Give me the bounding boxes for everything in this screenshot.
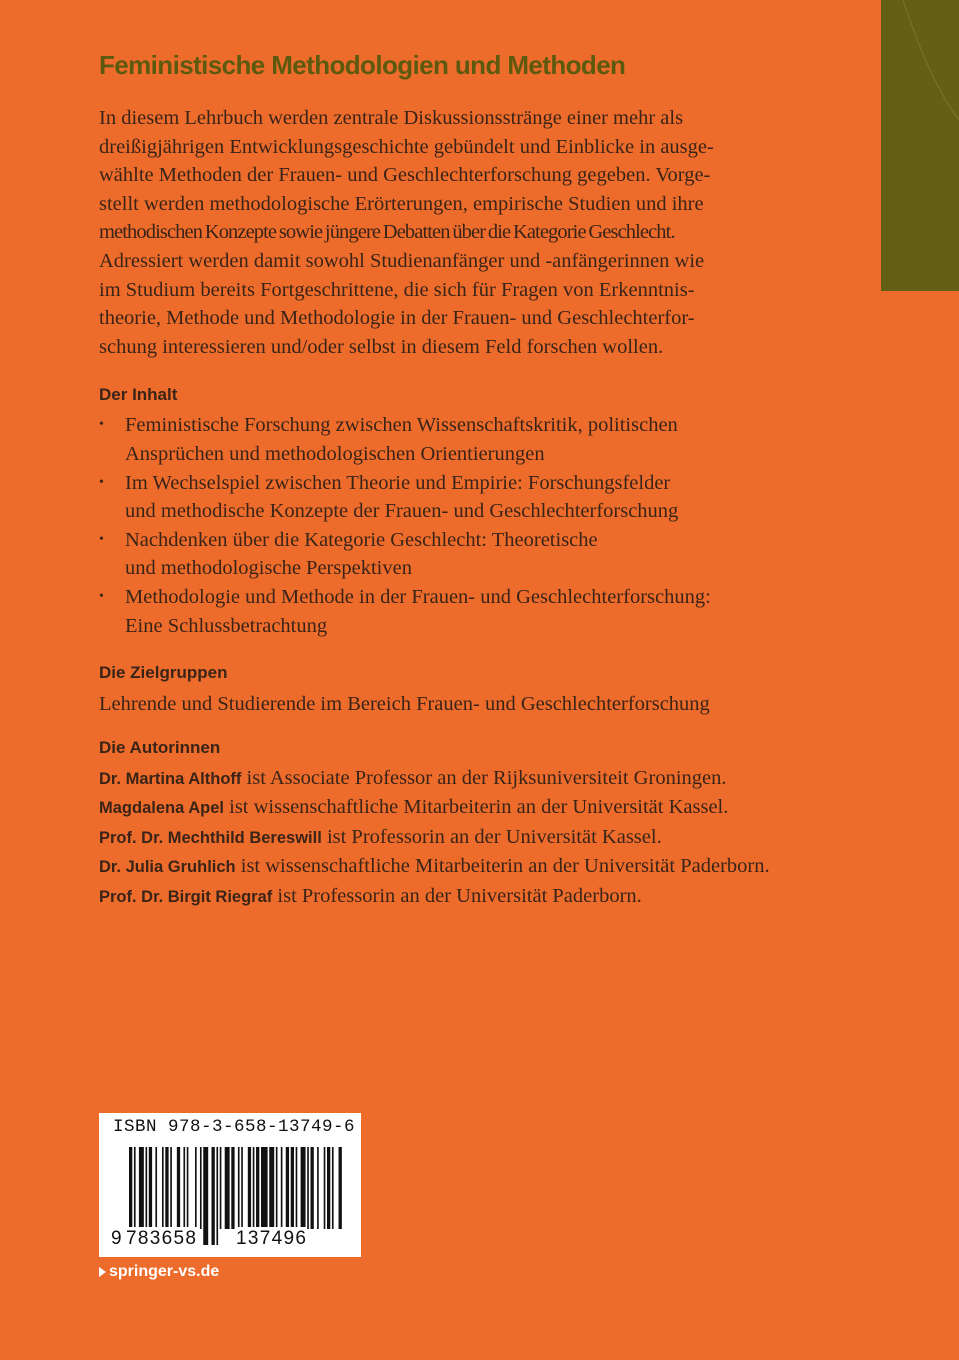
barcode-bar	[216, 1147, 218, 1245]
barcode-bar	[220, 1147, 222, 1229]
author-description: ist wissenschaftliche Mitarbeiterin an der Universität Kassel.	[224, 796, 729, 819]
author-name: Dr. Martina Althoff	[99, 769, 242, 788]
bullet-icon: •	[99, 417, 104, 433]
barcode-bar	[212, 1147, 215, 1245]
isbn-label: ISBN 978-3-658-13749-6	[113, 1117, 356, 1137]
authors-heading: Die Autorinnen	[99, 737, 221, 757]
barcode-bar	[155, 1147, 157, 1229]
bullet-icon: •	[99, 588, 104, 604]
isbn-digits-right: 137496	[236, 1228, 308, 1249]
author-description: ist Associate Professor an der Rijksuniversiteit Groningen.	[241, 766, 727, 789]
list-item: • Nachdenken über die Kategorie Geschlecht: Theoretische und methodologische Perspektiven	[99, 526, 815, 583]
arrow-right-icon	[99, 1267, 106, 1277]
intro-text	[99, 104, 815, 361]
authors-list	[99, 764, 815, 912]
list-item: • Feministische Forschung zwischen Wissenschaftskritik, politischen Ansprüchen und methodologischen Orientierungen	[99, 411, 815, 468]
barcode-bar	[146, 1147, 148, 1229]
author-name: Prof. Dr. Mechthild Bereswill	[99, 828, 322, 847]
barcode-bar	[307, 1147, 309, 1229]
intro-line: methodischen Konzepte sowie jüngere Debatten über die Kategorie Geschlecht.	[99, 221, 675, 244]
list-item: • Methodologie und Methode in der Frauen- und Geschlechterforschung: Eine Schlussbetrachtung	[99, 583, 815, 640]
author-entry	[99, 764, 815, 794]
intro-line: im Studium bereits Fortgeschrittene, die sich für Fragen von Erkenntnis-	[99, 278, 695, 301]
barcode-bar	[311, 1147, 314, 1229]
audience-section	[99, 661, 815, 719]
author-name: Dr. Julia Gruhlich	[99, 858, 236, 877]
barcode-bar	[269, 1147, 274, 1229]
isbn-digits-left: 783658	[126, 1228, 198, 1249]
barcode-bar	[256, 1147, 259, 1229]
authors-section	[99, 736, 815, 912]
decorative-curve	[881, 0, 959, 291]
author-entry	[99, 882, 815, 912]
website-text: springer-vs.de	[109, 1263, 220, 1280]
barcode-bar	[225, 1147, 230, 1229]
contents-heading: Der Inhalt	[99, 385, 178, 405]
author-name: Magdalena Apel	[99, 799, 224, 818]
author-entry	[99, 793, 815, 823]
barcode-bar	[165, 1147, 168, 1229]
author-name: Prof. Dr. Birgit Riegraf	[99, 888, 273, 907]
barcode-bar	[296, 1147, 298, 1229]
barcode-bar	[187, 1147, 189, 1229]
barcode-bar	[291, 1147, 294, 1229]
barcode-bar	[339, 1147, 342, 1229]
barcode-bar	[301, 1147, 306, 1229]
intro-line: In diesem Lehrbuch werden zentrale Diskussionsstränge einer mehr als	[99, 107, 684, 129]
intro-line: dreißigjährigen Entwicklungsgeschichte gebündelt und Einblicke in ausge-	[99, 135, 714, 158]
barcode-bar	[149, 1147, 152, 1229]
author-description: ist Professorin an der Universität Kassel.	[321, 825, 662, 848]
barcode-bar	[170, 1147, 172, 1229]
barcode-bar	[327, 1147, 330, 1229]
barcode-bar	[162, 1147, 164, 1229]
bullet-icon: •	[99, 474, 104, 490]
intro-line: Adressiert werden damit sowohl Studienanfänger und -anfängerinnen wie	[99, 249, 705, 272]
back-cover-content	[99, 46, 815, 912]
barcode-bar	[286, 1147, 289, 1229]
barcode-bar	[281, 1147, 283, 1229]
barcode-bar	[238, 1147, 240, 1229]
website-link[interactable]	[99, 1263, 219, 1281]
author-description: ist wissenschaftliche Mitarbeiterin an der Universität Paderborn.	[235, 855, 770, 878]
intro-line: theorie, Methode und Methodologie in der Frauen- und Geschlechterfor-	[99, 307, 695, 330]
list-item: • Im Wechselspiel zwischen Theorie und Empirie: Forschungsfelder und methodische Konzepte der Frauen- und Geschlechterforschung	[99, 469, 815, 526]
isbn-barcode	[99, 1113, 361, 1257]
barcode-bar	[261, 1147, 268, 1229]
barcode-bar	[203, 1147, 208, 1245]
barcode-bar	[317, 1147, 319, 1229]
bullet-icon: •	[99, 531, 104, 547]
barcode-bar	[241, 1147, 243, 1229]
barcode-bar	[200, 1147, 202, 1229]
barcode-bar	[195, 1147, 197, 1229]
barcode-bar	[248, 1147, 251, 1229]
intro-line: schung interessieren und/oder selbst in diesem Feld forschen wollen.	[99, 335, 664, 358]
barcode-bar	[253, 1147, 255, 1229]
barcode-bar	[139, 1147, 144, 1229]
barcode-bar	[276, 1147, 278, 1229]
audience-heading: Die Zielgruppen	[99, 663, 228, 683]
isbn-digit-first: 9	[111, 1228, 122, 1249]
barcode-bar	[332, 1147, 334, 1229]
author-entry	[99, 823, 815, 853]
intro-line: wählte Methoden der Frauen- und Geschlechterforschung gegeben. Vorge-	[99, 164, 711, 187]
barcode-bar	[183, 1147, 185, 1229]
intro-line: stellt werden methodologische Erörterungen, empirische Studien und ihre	[99, 192, 704, 215]
contents-section	[99, 383, 815, 640]
barcode-bar	[231, 1147, 234, 1229]
barcode-bar	[324, 1147, 326, 1229]
contents-list	[99, 411, 815, 640]
spine-band	[881, 0, 959, 291]
book-title: Feministische Methodologien und Methoden	[99, 50, 626, 80]
barcode-bar	[177, 1147, 180, 1229]
author-entry	[99, 852, 815, 882]
audience-text: Lehrende und Studierende im Bereich Frauen- und Geschlechterforschung	[99, 693, 710, 716]
author-description: ist Professorin an der Universität Paderborn.	[272, 885, 642, 908]
